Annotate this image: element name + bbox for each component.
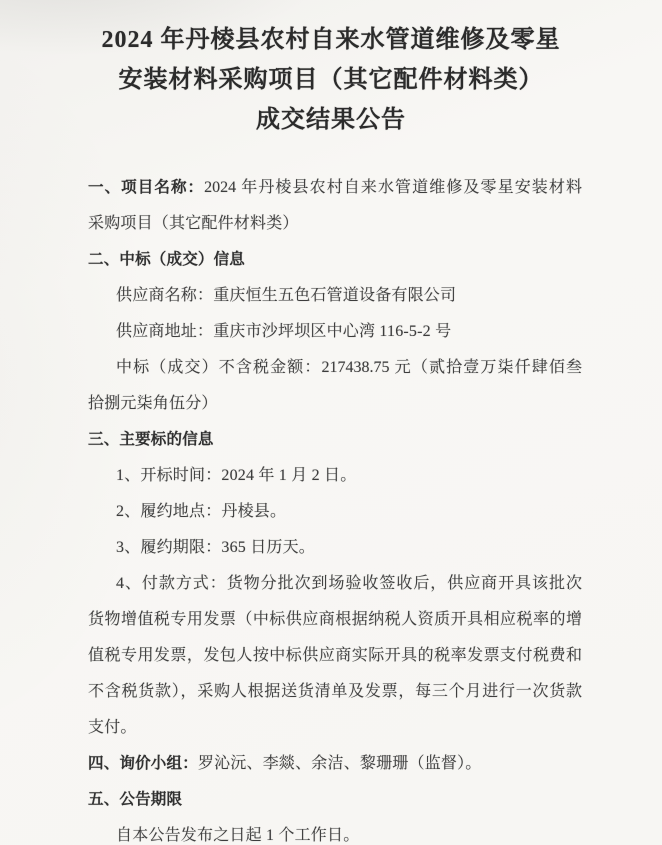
body-text-segment: 货物增值税专用发票（中标供应商根据纳税人资质开具相应税率的增 bbox=[88, 611, 582, 628]
document-line bbox=[88, 746, 582, 782]
body-text-segment: 供应商地址：重庆市沙坪坝区中心湾 116-5-2 号 bbox=[116, 323, 452, 340]
document-line bbox=[88, 386, 582, 422]
body-text-segment: 2024 年丹棱县农村自来水管道维修及零星安装材料 bbox=[204, 179, 582, 196]
document-title-line: 2024 年丹棱县农村自来水管道维修及零星 bbox=[101, 27, 561, 53]
section-heading-text: 四、询价小组： bbox=[88, 755, 198, 772]
document-line bbox=[88, 170, 582, 206]
section-heading-text: 二、中标（成交）信息 bbox=[88, 251, 246, 268]
body-text-segment: 3、履约期限：365 日历天。 bbox=[116, 539, 316, 556]
section-heading-text: 三、主要标的信息 bbox=[88, 431, 214, 448]
section-heading-text: 一、项目名称： bbox=[88, 179, 205, 196]
document-line bbox=[88, 530, 582, 566]
body-text-segment: 2、履约地点：丹棱县。 bbox=[116, 503, 287, 520]
document-line bbox=[88, 674, 582, 710]
document-line bbox=[88, 638, 582, 674]
document-line bbox=[88, 458, 582, 494]
body-text-segment: 1、开标时间：2024 年 1 月 2 日。 bbox=[116, 467, 357, 484]
document-line bbox=[88, 206, 582, 242]
body-text-segment: 不含税货款），采购人根据送货清单及发票，每三个月进行一次货款 bbox=[88, 683, 582, 700]
body-text-segment: 采购项目（其它配件材料类） bbox=[88, 215, 299, 232]
document-line bbox=[88, 602, 582, 638]
body-text-segment: 中标（成交）不含税金额：217438.75 元（贰拾壹万柒仟肆佰叁 bbox=[116, 359, 582, 376]
document-title-line: 安装材料采购项目（其它配件材料类） bbox=[118, 67, 544, 93]
document-line bbox=[88, 710, 582, 746]
body-text-segment: 自本公告发布之日起 1 个工作日。 bbox=[116, 827, 360, 844]
document-line bbox=[88, 278, 582, 314]
body-text-segment: 支付。 bbox=[88, 719, 137, 736]
document-line bbox=[88, 242, 582, 278]
document-title-line: 成交结果公告 bbox=[256, 107, 406, 133]
document-line bbox=[88, 494, 582, 530]
document-line bbox=[88, 422, 582, 458]
document-line bbox=[88, 566, 582, 602]
body-text-segment: 罗沁沅、李燚、余洁、黎珊珊（监督）。 bbox=[197, 755, 482, 772]
document-line bbox=[88, 782, 582, 818]
document-line bbox=[88, 350, 582, 386]
document-body bbox=[88, 170, 582, 845]
document-line bbox=[88, 314, 582, 350]
body-text-segment: 4、付款方式：货物分批次到场验收签收后，供应商开具该批次 bbox=[116, 575, 582, 592]
body-text-segment: 值税专用发票，发包人按中标供应商实际开具的税率发票支付税费和 bbox=[88, 647, 582, 664]
document-title bbox=[0, 0, 662, 140]
section-heading-text: 五、公告期限 bbox=[88, 791, 183, 808]
body-text-segment: 拾捌元柒角伍分） bbox=[88, 395, 218, 412]
body-text-segment: 供应商名称：重庆恒生五色石管道设备有限公司 bbox=[116, 287, 457, 304]
document-line bbox=[88, 818, 582, 845]
